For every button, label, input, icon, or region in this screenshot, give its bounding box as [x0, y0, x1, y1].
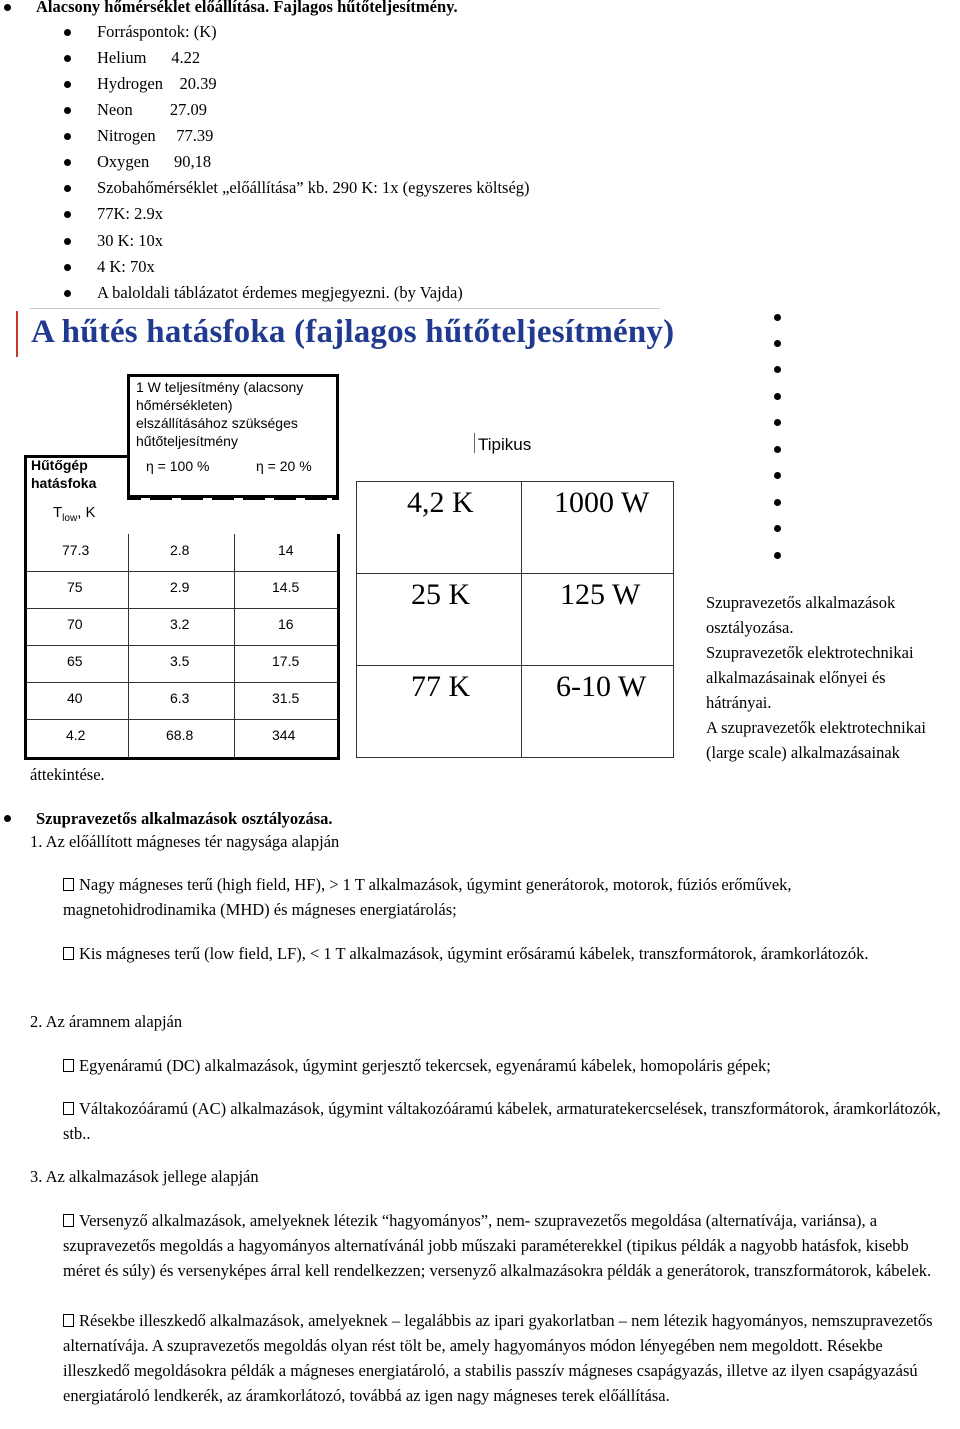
subsection-title: 3. Az alkalmazások jellege alapján — [30, 1167, 259, 1186]
typical-power: 1000 W — [554, 486, 650, 519]
paragraph-text: Versenyző alkalmazások, amelyeknek létezik “hagyományos”, nem- szupravezetős megoldása (alternatívája, variánsa), a szupravezetős megoldás a hagyományos alternatívánál jobb műszaki paraméterekkel (tipikus példák a nagyobb hatásfok, kisebb méret és súly) és versenyképes árral kell rendelkezzen; versenyző alkalmazásokra példák a generátorok, transzformátorok, kábelek. — [63, 1211, 932, 1280]
list-item — [97, 48, 200, 68]
side-continuation: áttekintése. — [30, 765, 105, 784]
header-line: hűtőteljesítmény — [136, 433, 238, 449]
bullet — [774, 340, 781, 347]
element-name: Oxygen 90,18 — [97, 152, 212, 171]
side-text — [706, 590, 926, 765]
bullet — [774, 446, 781, 453]
list-item — [97, 152, 211, 172]
bullet — [774, 419, 781, 426]
divider — [30, 308, 660, 309]
tlow-label — [53, 504, 96, 524]
paragraph-text: Váltakozóáramú (AC) alkalmazások, úgymint váltakozóáramú kábelek, armaturatekercselések, transzformátorok, áramkorlátozók, stb.. — [63, 1099, 941, 1143]
accent-bar — [16, 311, 18, 357]
left-header — [31, 456, 96, 492]
typical-temp: 77 K — [411, 670, 471, 703]
bullet — [4, 815, 11, 822]
side-line: Szupravezetős alkalmazások — [706, 593, 896, 612]
eta-20: η = 20 % — [256, 458, 312, 474]
element-name: Hydrogen 20.39 — [97, 74, 217, 93]
bullet — [64, 29, 71, 36]
bullet — [64, 211, 71, 218]
left-header-line: hatásfoka — [31, 475, 97, 491]
bullet — [64, 55, 71, 62]
dash — [127, 496, 141, 500]
paragraph-text: Egyenáramú (DC) alkalmazások, úgymint gerjesztő tekercsek, egyenáramú kábelek, homopoláris gépek; — [79, 1056, 771, 1075]
dash — [274, 496, 296, 500]
grid-line — [26, 719, 338, 720]
grid-line — [356, 665, 674, 666]
bullet-icon — [63, 947, 74, 960]
element-name: Nitrogen 77.39 — [97, 126, 214, 145]
typical-temp: 4,2 K — [407, 486, 474, 519]
paragraph-text: Kis mágneses terű (low field, LF), < 1 T alkalmazások, úgymint erősáramú kábelek, transzformátorok, áramkorlátozók. — [79, 944, 869, 963]
bullet — [774, 393, 781, 400]
table-cell: 17.5 — [272, 653, 300, 669]
header-line: elszállításához szükséges — [136, 415, 298, 431]
table-cell: 344 — [272, 727, 296, 743]
list-item: Forráspontok: (K) — [97, 22, 217, 41]
list-item — [97, 74, 217, 94]
header-text — [136, 378, 303, 450]
table-cell: 2.8 — [170, 542, 190, 558]
dash — [150, 496, 172, 500]
grid-line — [26, 645, 338, 646]
bullet-icon — [63, 878, 74, 891]
slide-title: A hűtés hatásfoka (fajlagos hűtőteljesítmény) — [31, 314, 675, 350]
typical-label: Tipikus — [478, 435, 532, 454]
table-cell: 3.2 — [170, 616, 190, 632]
bullet — [64, 185, 71, 192]
paragraph — [63, 1053, 943, 1078]
table-cell: 77.3 — [62, 542, 90, 558]
bullet — [64, 290, 71, 297]
grid-line — [128, 534, 129, 758]
list-item — [97, 126, 213, 146]
typical-power: 6-10 W — [556, 670, 647, 703]
left-header-line: Hűtőgép — [31, 457, 88, 473]
eta-100: η = 100 % — [146, 458, 210, 474]
bullet-icon — [63, 1314, 74, 1327]
list-item — [97, 100, 207, 120]
dash — [332, 496, 339, 500]
side-line: osztályozása. — [706, 618, 794, 637]
table-cell: 3.5 — [170, 653, 190, 669]
table-cell: 6.3 — [170, 690, 190, 706]
table-cell: 65 — [67, 653, 83, 669]
subsection-title: 1. Az előállított mágneses tér nagysága alapján — [30, 832, 340, 851]
list-item: Szobahőmérséklet „előállítása” kb. 290 K: 1x (egyszeres költség) — [97, 178, 530, 197]
bullet — [774, 552, 781, 559]
list-item: A baloldali táblázatot érdemes megjegyezni. (by Vajda) — [97, 283, 463, 302]
bullet — [64, 81, 71, 88]
section-heading: Szupravezetős alkalmazások osztályozása. — [36, 809, 333, 828]
list-item: 4 K: 70x — [97, 257, 155, 276]
dash — [305, 496, 327, 500]
bullet — [64, 133, 71, 140]
grid-line — [26, 608, 338, 609]
dash — [181, 496, 203, 500]
element-name: Helium 4.22 — [97, 48, 201, 67]
tlow-unit: , K — [77, 504, 96, 521]
typical-table — [356, 481, 674, 758]
typical-power: 125 W — [560, 578, 641, 611]
typical-temp: 25 K — [411, 578, 471, 611]
table-cell: 4.2 — [66, 727, 86, 743]
paragraph — [63, 941, 943, 966]
tlow-sub: low — [62, 513, 78, 524]
table-cell: 68.8 — [166, 727, 194, 743]
paragraph-text: Résekbe illeszkedő alkalmazások, amelyeknek – legalábbis az ipari gyakorlatban – nem létezik hagyományos, nemszupravezetős alternatívája. A szupravezetős megoldás olyan rést tölt be, amely hagyományos módon lényegében nem megoldott. Résekbe illeszkedő megoldásokra példák a mágneses energiatároló, a stabilis passzív mágneses csapágyazás, illetve az ilyen csapágyazású energiatároló lendkerék, az áramkorlátozó, továbbá az igen nagy mágneses terek előállítása. — [63, 1311, 933, 1405]
table-cell: 31.5 — [272, 690, 300, 706]
bullet-icon — [63, 1102, 74, 1115]
list-item: 77K: 2.9x — [97, 204, 163, 223]
element-name: Neon 27.09 — [97, 100, 207, 119]
tick-mark — [474, 433, 475, 453]
header-line: 1 W teljesítmény (alacsony — [136, 379, 304, 395]
paragraph — [63, 1096, 943, 1146]
list-item: 30 K: 10x — [97, 231, 163, 250]
side-line: hátrányai. — [706, 693, 772, 712]
grid-line — [234, 534, 235, 758]
side-line: alkalmazásainak előnyei és — [706, 668, 886, 687]
bullet — [774, 314, 781, 321]
grid-line — [356, 573, 674, 574]
paragraph — [63, 872, 943, 922]
table-cell: 70 — [67, 616, 83, 632]
subsection-title: 2. Az áramnem alapján — [30, 1012, 183, 1031]
table-cell: 2.9 — [170, 579, 190, 595]
grid-line — [26, 682, 338, 683]
bullet — [774, 525, 781, 532]
bullet — [64, 264, 71, 271]
header-line: hőmérsékleten) — [136, 397, 233, 413]
side-line: Szupravezetők elektrotechnikai — [706, 643, 914, 662]
table-cell: 75 — [67, 579, 83, 595]
paragraph — [63, 1308, 953, 1408]
bullet — [64, 238, 71, 245]
bullet — [774, 499, 781, 506]
bullet — [774, 366, 781, 373]
grid-line — [521, 481, 522, 758]
bullet-icon — [63, 1214, 74, 1227]
side-line: A szupravezetők elektrotechnikai — [706, 718, 926, 737]
table-cell: 14 — [278, 542, 294, 558]
bullet — [64, 107, 71, 114]
tlow-symbol: T — [53, 504, 63, 521]
table-cell: 14.5 — [272, 579, 300, 595]
paragraph-text: Nagy mágneses terű (high field, HF), > 1 T alkalmazások, úgymint generátorok, motorok, fúziós erőművek, magnetohidrodinamika (MHD) és mágneses energiatárolás; — [63, 875, 792, 919]
grid-line — [26, 571, 338, 572]
side-line: (large scale) alkalmazásainak — [706, 743, 900, 762]
slide-figure — [16, 308, 675, 760]
dash — [212, 496, 234, 500]
dash — [243, 496, 265, 500]
paragraph — [63, 1208, 948, 1283]
bullet-icon — [63, 1059, 74, 1072]
table-cell: 40 — [67, 690, 83, 706]
section-heading-low-temp: Alacsony hőmérséklet előállítása. Fajlagos hűtőteljesítmény. — [36, 0, 458, 16]
bullet — [64, 159, 71, 166]
table-cell: 16 — [278, 616, 294, 632]
bullet — [774, 472, 781, 479]
bullet — [4, 4, 11, 11]
